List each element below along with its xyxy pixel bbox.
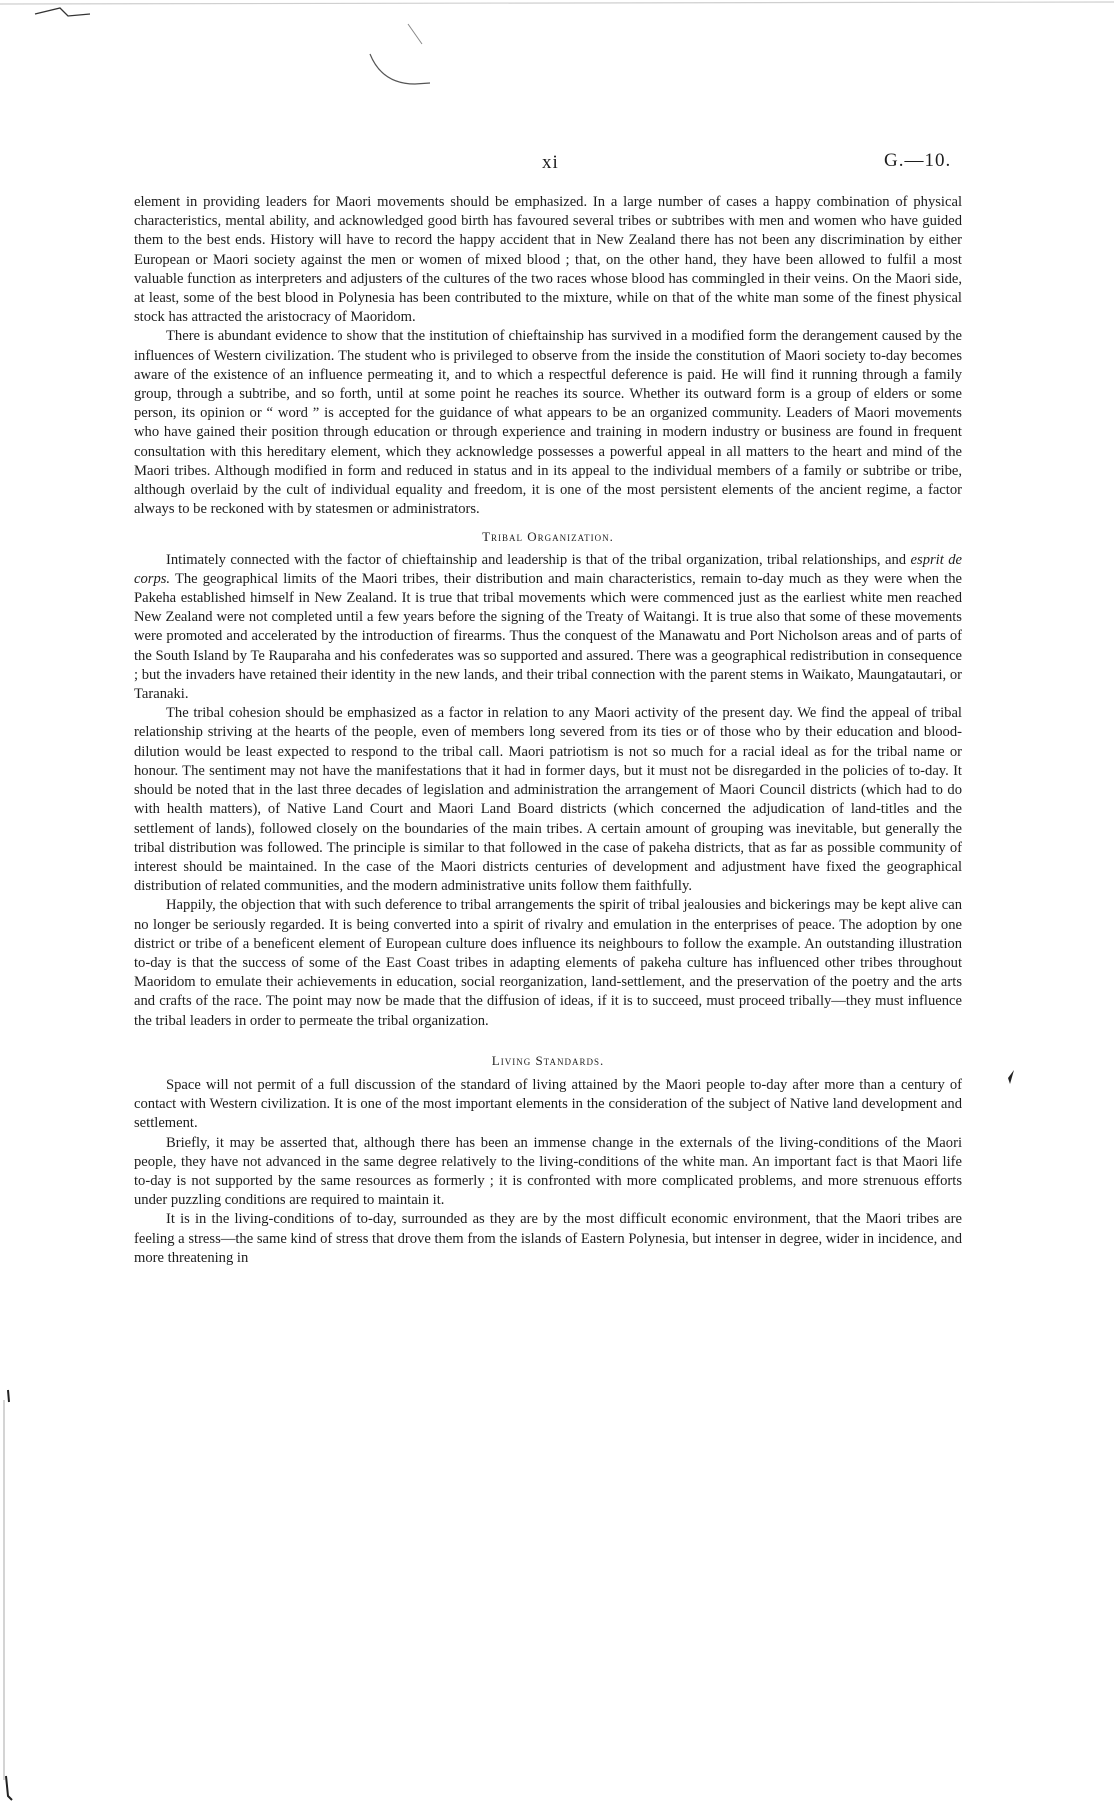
paragraph-tribal-organization-part1: Intimately connected with the factor of chieftainship and leadership is that of the tribal organization, tribal relationships, and bbox=[166, 551, 907, 568]
esprit-de-corps-italic: esprit de corps. bbox=[134, 551, 963, 587]
paragraph-economic-stress: It is in the living-conditions of to-day, surrounded as they are by the most difficult economic environment, that the Maori tribes are feeling a stress—the same kind of stress that drove them from the islands of Eastern Polynesia, but intenser in degree, wider in incidence, and more threatening in bbox=[134, 1211, 962, 1266]
pen-tick-top bbox=[408, 24, 422, 44]
page-number: xi bbox=[542, 152, 559, 173]
margin-arrow-mark bbox=[1008, 1070, 1014, 1084]
edge-mark-1 bbox=[8, 1390, 9, 1402]
document-reference: G.—10. bbox=[884, 150, 952, 171]
pen-mark-top bbox=[370, 54, 430, 84]
paragraph-tribal-rivalry: Happily, the objection that with such deference to tribal arrangements the spirit of tribal jealousies and bickerings may be kept alive can no longer be seriously regarded. It is being converted into a spirit of rivalry and emulation in the enterprises of peace. The adoption by one district or tribe of a beneficent element of European culture does influence its neighbours to follow the example. An outstanding illustration to-day is that the success of some of the East Coast tribes in adapting elements of pakeha culture has influenced other tribes throughout Maoridom to emulate their achievements in education, social reorganization, land-settlement, and the preservation of the poetry and the arts and crafts of the race. The point may now be made that the diffusion of ideas, if it is to succeed, must proceed tribally—they must influence the tribal leaders in order to permeate the tribal organization. bbox=[134, 897, 962, 1029]
paragraph-tribal-organization bbox=[134, 551, 962, 705]
paragraph-leaders: element in providing leaders for Maori movements should be emphasized. In a large number of cases a happy combination of physical characteristics, mental ability, and acknowledged good birth has favoured several tribes or subtribes with men and women who have guided them to the best ends. History will have to record the happy accident that in New Zealand there has not been any discrimination by either European or Maori society against the men or women of mixed blood ; that, on the other hand, they have been allowed to fulfil a most valuable function as interpreters and adjusters of the cultures of the two races whose blood has commingled in their veins. On the Maori side, at least, some of the best blood in Polynesia has been contributed to the mixture, while on that of the white man some of the finest physical stock has attracted the aristocracy of Maoridom. bbox=[134, 194, 962, 326]
document-body bbox=[134, 193, 962, 1268]
heading-tribal-organization: Tribal Organization. bbox=[482, 529, 614, 545]
paragraph-living-standard-intro: Space will not permit of a full discussion of the standard of living attained by the Maori people to-day after more than a century of contact with Western civilization. It is one of the most important elements in the consideration of the subject of Native land development and settlement. bbox=[134, 1076, 962, 1132]
pen-mark-topleft bbox=[35, 8, 90, 16]
paragraph-chieftainship: There is abundant evidence to show that the institution of chieftainship has survived in a modified form the derangement caused by the influences of Western civilization. The student who is privileged to observe from the inside the constitution of Maori society to-day becomes aware of the existence of an influence permeating it, and to which a respectful deference is paid. He will find it running through a family group, through a subtribe, and so forth, until at some point he reaches its source. Whether its outward form is a group of elders or some person, its opinion or “ word ” is accepted for the guidance of what appears to be an organized community. Leaders of Maori movements who have gained their position through education or through experience and training in modern industry or business are found in frequent consultation with this hereditary element, which they acknowledge possesses a powerful appeal in all matters to the heart and mind of the Maori tribes. Although modified in form and reduced in status and in its appeal to the individual members of a family or subtribe or tribe, although overlaid by the cult of individual equality and freedom, it is one of the most persistent elements of the ancient regime, a factor always to be reckoned with by statesmen or administrators. bbox=[134, 328, 962, 518]
edge-mark-2 bbox=[6, 1776, 12, 1800]
paragraph-tribal-cohesion: The tribal cohesion should be emphasized as a factor in relation to any Maori activity of the present day. We find the appeal of tribal relationship striving at the hearts of the people, even of members long severed from its ties or of those who by their education and blood-dilution would be least expected to respond to the tribal call. Maori patriotism is not so much for a racial ideal as for the tribal name or honour. The sentiment may not have the manifestations that it had in former days, but it must not be disregarded in the policies of to-day. It should be noted that in the last three decades of legislation and administration the arrangement of Maori Council districts (which had to do with health matters), of Native Land Court and Maori Land Board districts (which concerned the adjudication of land-titles and the settlement of lands), followed closely on the boundaries of the main tribes. A certain amount of grouping was inevitable, but generally the tribal distribution was followed. The principle is similar to that followed in the case of pakeha districts, that as far as possible community of interest should be maintained. In the case of the Maori districts centuries of development and adjustment have fixed the geographical distribution of related communities, and the modern administrative units follow them faithfully. bbox=[134, 705, 962, 895]
paragraph-tribal-organization-part2: The geographical limits of the Maori tribes, their distribution and main characteristics, remain to-day much as they were when the Pakeha established himself in New Zealand. It is true that tribal movements which were commenced just as the earliest white men reached New Zealand were not completed until a few years before the signing of the Treaty of Waitangi. It is true also that some of these movements were promoted and accelerated by the introduction of firearms. Thus the conquest of the Manawatu and Port Nicholson areas and of parts of the South Island by Te Rauparaha and his confederates was so supported and assured. There was a geographical redistribution in consequence ; but the invaders have retained their identity in the new lands, and their tribal connection with the parent stems in Waikato, Maungatautari, or Taranaki. bbox=[134, 570, 963, 703]
heading-living-standards: Living Standards. bbox=[491, 1052, 605, 1068]
scan-edge-line bbox=[0, 2, 1114, 4]
paragraph-living-conditions: Briefly, it may be asserted that, although there has been an immense change in the externals of the living-conditions of the Maori people, they have not advanced in the same degree relatively to the living-conditions of the white man. An important fact is that Maori life to-day is not supported by the same resources as formerly ; it is confronted with more complicated problems, and more strenuous efforts under puzzling conditions are required to maintain it. bbox=[134, 1134, 962, 1209]
